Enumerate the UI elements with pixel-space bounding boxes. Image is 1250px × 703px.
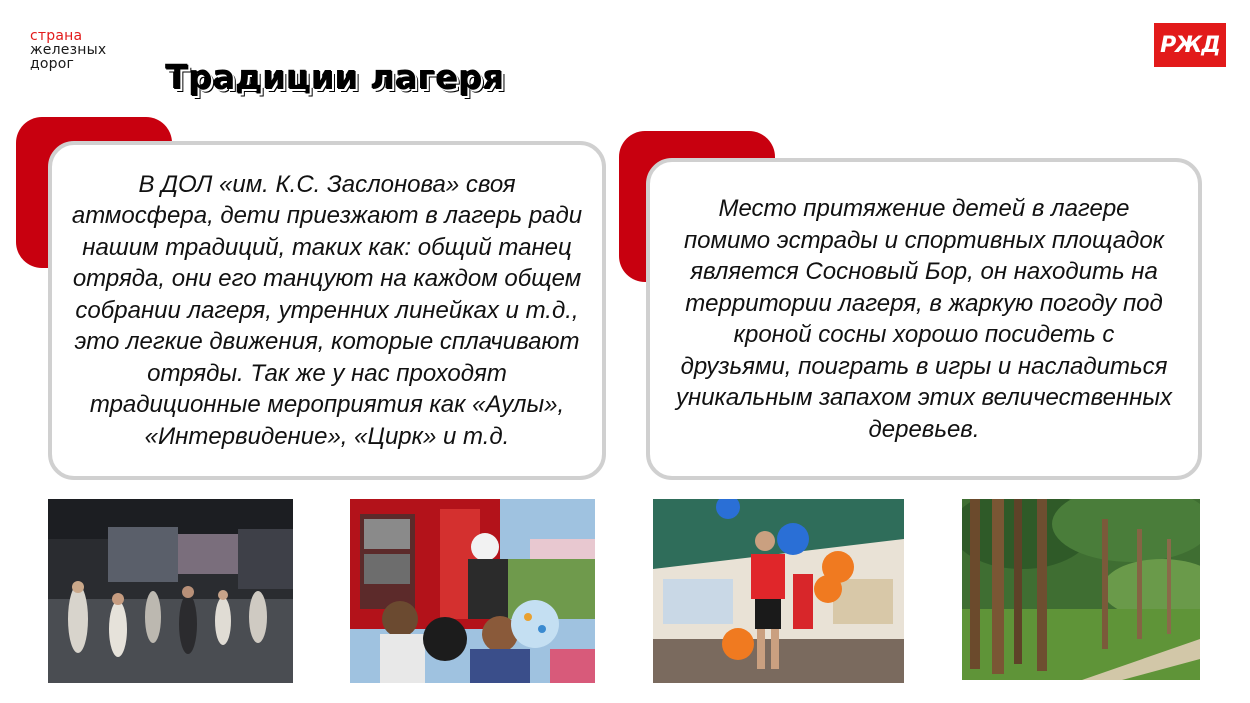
brand-line-1: страна (30, 28, 83, 44)
brand-line-2: железных (30, 42, 107, 58)
text-card-pine-forest (646, 158, 1202, 480)
slide-title: Традиции лагеря (166, 58, 505, 97)
photo-cheerleaders (653, 499, 904, 683)
traditions-text: В ДОЛ «им. К.С. Заслонова» своя атмосфера, дети приезжают в лагерь ради нашим традиций, таких как: общий танец отряда, они его танцуют на каждом общем собрании лагеря, утренних линейках и т.д., это легкие движения, которые сплачивают отряды. Так же у нас проходят традиционные мероприятия как «Аулы», «Интервидение», «Цирк» и т.д. (71, 170, 583, 450)
photo-dance (48, 499, 293, 683)
brand-line-3: дорог (30, 56, 75, 72)
rzd-logo-text: РЖД (1160, 32, 1220, 58)
brand-wordmark (30, 29, 106, 71)
photo-pine-forest (962, 499, 1200, 680)
text-card-traditions (48, 141, 606, 480)
photo-fire-truck (350, 499, 595, 683)
pine-forest-text: Место притяжение детей в лагере помимо эстрады и спортивных площадок является Сосновый Бор, он находить на территории лагеря, в жаркую погоду под кроной сосны хорошо посидеть с друзьями, поиграть в игры и насладиться уникальным запахом этих величественных деревьев. (676, 195, 1172, 443)
rzd-logo (1154, 23, 1226, 67)
